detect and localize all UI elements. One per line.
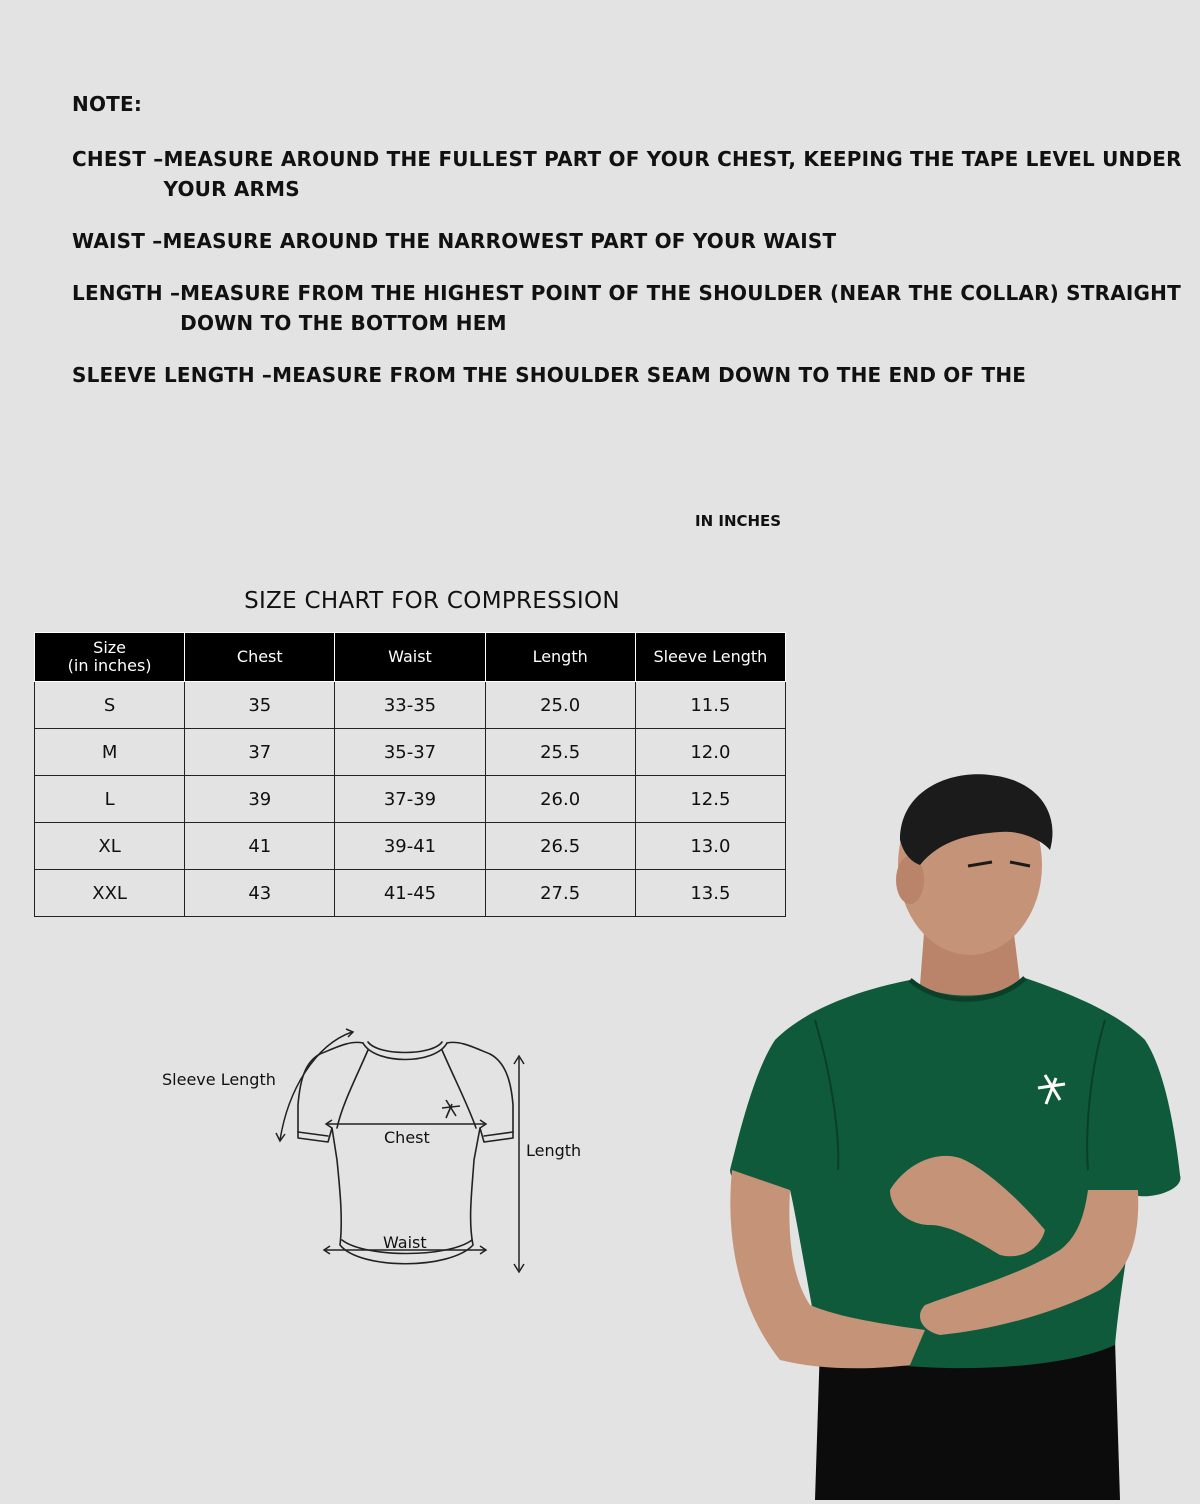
header-size: Size (in inches) xyxy=(35,633,185,682)
cell-length: 25.5 xyxy=(485,729,635,776)
note-sleeve-length xyxy=(72,360,1182,390)
note-desc: MEASURE AROUND THE FULLEST PART OF YOUR CHEST, KEEPING THE TAPE LEVEL UNDER YOUR ARMS xyxy=(163,147,1182,201)
cell-chest: 37 xyxy=(185,729,335,776)
length-arrow xyxy=(514,1056,524,1272)
measurement-notes xyxy=(72,92,1182,412)
cell-sleeve-length: 12.0 xyxy=(635,729,785,776)
measurement-diagram xyxy=(150,1020,610,1290)
cell-waist: 33-35 xyxy=(335,682,485,729)
header-chest: Chest xyxy=(185,633,335,682)
sleeve-length-label: Sleeve Length xyxy=(162,1070,276,1089)
cell-size: XXL xyxy=(35,870,185,917)
note-title: NOTE: xyxy=(72,92,143,116)
table-row xyxy=(35,870,786,917)
note-chest xyxy=(72,144,1182,204)
cell-length: 26.5 xyxy=(485,823,635,870)
cell-length: 26.0 xyxy=(485,776,635,823)
table-row xyxy=(35,823,786,870)
units-label: IN INCHES xyxy=(695,512,782,530)
cell-sleeve-length: 13.0 xyxy=(635,823,785,870)
chest-arrow xyxy=(326,1120,486,1128)
cell-length: 27.5 xyxy=(485,870,635,917)
cell-chest: 35 xyxy=(185,682,335,729)
cell-waist: 39-41 xyxy=(335,823,485,870)
cell-size: XL xyxy=(35,823,185,870)
note-waist xyxy=(72,226,1182,256)
header-length: Length xyxy=(485,633,635,682)
cell-chest: 41 xyxy=(185,823,335,870)
note-length xyxy=(72,278,1182,338)
length-label: Length xyxy=(526,1141,582,1160)
cell-size: L xyxy=(35,776,185,823)
header-waist: Waist xyxy=(335,633,485,682)
brand-logo-small xyxy=(442,1100,460,1118)
table-row xyxy=(35,729,786,776)
note-term: SLEEVE LENGTH – xyxy=(72,363,273,387)
note-desc: MEASURE FROM THE SHOULDER SEAM DOWN TO THE END OF THE xyxy=(272,363,1027,387)
cell-sleeve-length: 11.5 xyxy=(635,682,785,729)
cell-chest: 39 xyxy=(185,776,335,823)
size-chart-title: SIZE CHART FOR COMPRESSION xyxy=(244,588,620,614)
note-term: WAIST – xyxy=(72,229,163,253)
chest-label: Chest xyxy=(384,1128,430,1147)
note-term: LENGTH – xyxy=(72,281,181,305)
cell-chest: 43 xyxy=(185,870,335,917)
cell-waist: 37-39 xyxy=(335,776,485,823)
size-chart-table xyxy=(34,632,786,917)
cell-length: 25.0 xyxy=(485,682,635,729)
waist-label: Waist xyxy=(383,1233,427,1252)
cell-sleeve-length: 13.5 xyxy=(635,870,785,917)
cell-waist: 41-45 xyxy=(335,870,485,917)
model-photo xyxy=(720,770,1190,1500)
cell-size: S xyxy=(35,682,185,729)
note-desc: MEASURE FROM THE HIGHEST POINT OF THE SHOULDER (NEAR THE COLLAR) STRAIGHT DOWN TO THE BOTTOM HEM xyxy=(180,281,1181,335)
header-sleeve-length: Sleeve Length xyxy=(635,633,785,682)
table-header-row xyxy=(35,633,786,682)
model-illustration xyxy=(720,770,1190,1500)
table-row xyxy=(35,682,786,729)
note-desc: MEASURE AROUND THE NARROWEST PART OF YOUR WAIST xyxy=(162,229,837,253)
cell-size: M xyxy=(35,729,185,776)
note-term: CHEST – xyxy=(72,147,164,171)
table-row xyxy=(35,776,786,823)
cell-waist: 35-37 xyxy=(335,729,485,776)
cell-sleeve-length: 12.5 xyxy=(635,776,785,823)
